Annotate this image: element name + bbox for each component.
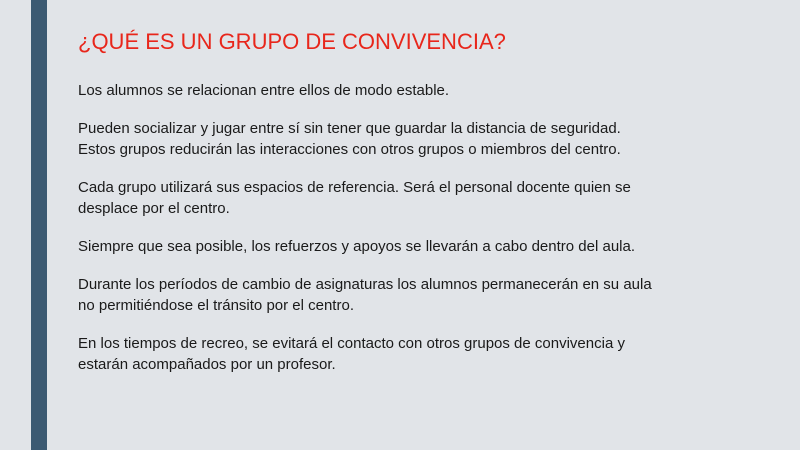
paragraph-line: Estos grupos reducirán las interacciones con otros grupos o miembros del centro. [78, 141, 621, 158]
paragraph [78, 236, 738, 257]
side-accent-bar [31, 0, 47, 450]
slide-body [78, 80, 738, 392]
paragraph-line: no permitiéndose el tránsito por el centro. [78, 297, 354, 314]
slide-title: ¿QUÉ ES UN GRUPO DE CONVIVENCIA? [78, 29, 506, 54]
paragraph-line: desplace por el centro. [78, 200, 230, 217]
paragraph-line: Pueden socializar y jugar entre sí sin tener que guardar la distancia de seguridad. [78, 120, 621, 137]
paragraph-line: En los tiempos de recreo, se evitará el contacto con otros grupos de convivencia y [78, 335, 625, 352]
paragraph [78, 80, 738, 101]
paragraph-line: Durante los períodos de cambio de asignaturas los alumnos permanecerán en su aula [78, 276, 652, 293]
paragraph [78, 274, 738, 316]
paragraph-line: Los alumnos se relacionan entre ellos de modo estable. [78, 82, 450, 99]
paragraph [78, 177, 738, 219]
paragraph-line: estarán acompañados por un profesor. [78, 356, 336, 373]
paragraph [78, 333, 738, 375]
paragraph [78, 118, 738, 160]
paragraph-line: Siempre que sea posible, los refuerzos y apoyos se llevarán a cabo dentro del aula. [78, 238, 635, 255]
paragraph-line: Cada grupo utilizará sus espacios de referencia. Será el personal docente quien se [78, 179, 631, 196]
